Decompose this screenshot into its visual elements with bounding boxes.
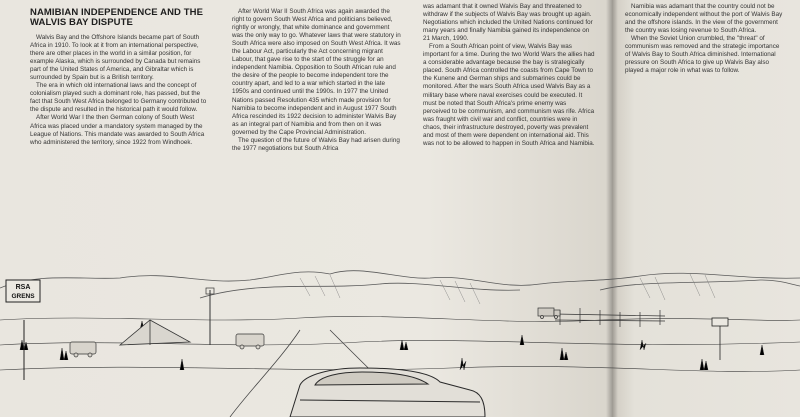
sign-line-2: GRENS bbox=[11, 293, 35, 300]
paragraph: When the Soviet Union crumbled, the "threat" of communism was removed and the strategic importance of Walvis Bay to South Africa diminished. International pressure on South Africa to give up Walvis Bay also played a major role in what was to follow. bbox=[625, 35, 780, 75]
fence bbox=[555, 308, 665, 327]
text-column-2 bbox=[232, 8, 402, 153]
text-column-3 bbox=[423, 3, 595, 148]
border-landscape-illustration bbox=[0, 250, 800, 417]
dune-shading bbox=[300, 274, 715, 304]
right-road-sign bbox=[712, 318, 728, 360]
dunes bbox=[0, 271, 800, 298]
paragraph: After World War I the then German colony of South West Africa was placed under a mandatory system managed by the League of Nations. This mandate was awarded to South Africa who administered the territory, since 1922 from Windhoek. bbox=[30, 114, 205, 146]
text-column-4 bbox=[625, 3, 785, 75]
paragraph: The question of the future of Walvis Bay had arisen during the 1977 negotiations but South Africa bbox=[232, 136, 400, 152]
text-column-1 bbox=[30, 8, 208, 147]
paragraph: After World War II South Africa was again awarded the right to govern South West Africa and politicians believed, rightly or wrongly, that white dominance and government was the only way to go. Whatever laws that were statutory in South Africa were also imposed on South West Africa. It was the Labour Act, particularly the Act concerning migrant Labour, that gave rise to the start of the struggle for an independent Namibia. Opposition to South African rule and the desire of the people to become independent tore the country apart, and led to a war which started in the late 1950s and continued until the 1990s. In 1977 the United Nations passed Resolution 435 which made provision for Namibia to become independent and in August 1977 South Africa rescinded its 1922 decision to administer Walvis Bay as an integral part of Namibia and from then on it was governed by the Cape Provincial Administration. bbox=[232, 8, 401, 136]
foreground-car bbox=[290, 368, 485, 417]
paragraph: Walvis Bay and the Offshore Islands became part of South Africa in 1910. To look at it from an international perspective, there are other places in the world in a similar position, for example Alaska, which is surrounded by Canada but remains part of the United States of America, and Gibraltar which is surrounded by Spain but is a British territory. bbox=[30, 34, 201, 82]
paragraph: From a South African point of view, Walvis Bay was important for a time. During the two World Wars the allies had a considerable advantage because the bay is strategically placed. South Africa controlled the coasts from Cape Town to the Kunene and German ships and submarines could be monitored. After the wars South Africa used Walvis Bay as a military base where naval exercises could be executed. It must be noted that South Africa's prime enemy was perceived to be communism, and communism was rife. Africa was fraught with civil war and conflict, countries were in chaos, their infrastructure destroyed, poverty was prevalent and most of them were dependent on international aid. This was not to be allowed to happen in South Africa and Namibia. bbox=[423, 43, 595, 147]
paragraph: Namibia was adamant that the country could not be economically independent without the port of Walvis Bay and the offshore islands. In the view of the government the country was losing revenue to South Africa. bbox=[625, 3, 783, 35]
paragraph: The era in which old international laws and the concept of colonialism played such a dominant role, has passed, but the fact that South West Africa belonged to Germany contributed to the dispute and resulted in the historical path it would follow. bbox=[30, 82, 207, 114]
distant-truck bbox=[538, 308, 560, 319]
paragraph: was adamant that it owned Walvis Bay and threatened to withdraw if the subjects of Walvis Bay was brought up again. Negotiations which included the United Nations continued for many years and finally Namibia gained its independence on 21 March, 1990. bbox=[423, 3, 593, 43]
article-title: NAMIBIAN INDEPENDENCE AND THE WALVIS BAY DISPUTE bbox=[30, 7, 204, 28]
scrub-grass bbox=[0, 316, 800, 371]
grass-tufts bbox=[20, 321, 764, 370]
tent bbox=[120, 320, 190, 345]
sign-line-1: RSA bbox=[15, 284, 31, 291]
